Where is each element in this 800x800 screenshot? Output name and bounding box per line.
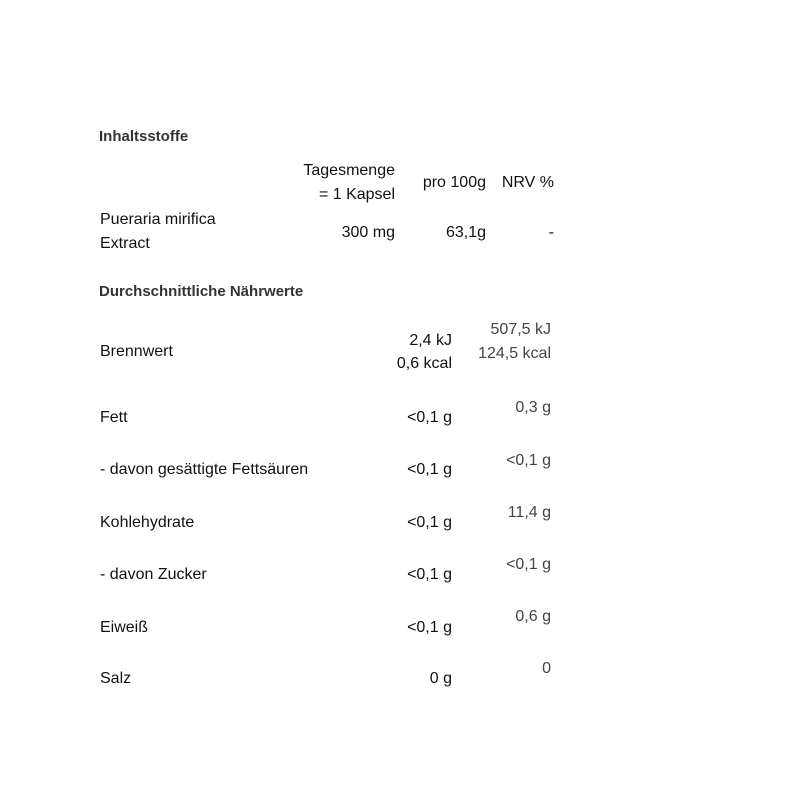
row-label: Fett	[100, 409, 128, 426]
row-daily: <0,1 g	[407, 566, 452, 583]
energy-label: Brennwert	[100, 343, 173, 360]
ingredient-per100: 63,1g	[445, 224, 486, 241]
ingredient-daily: 300 mg	[341, 224, 395, 241]
row-label: Salz	[100, 670, 132, 687]
col-daily-line2: = 1 Kapsel	[318, 186, 395, 203]
col-daily-line1: Tagesmenge	[303, 162, 395, 179]
col-per100-header: pro 100g	[422, 174, 486, 191]
row-daily: <0,1 g	[407, 461, 452, 478]
energy-daily-kj: 2,4 kJ	[409, 332, 452, 349]
ingredient-name-line2: Extract	[100, 235, 150, 252]
row-daily: 0 g	[429, 670, 452, 687]
row-per100: 0,3 g	[515, 399, 551, 416]
row-daily: <0,1 g	[407, 514, 452, 531]
row-label: - davon Zucker	[100, 566, 207, 583]
row-per100: 0,6 g	[515, 608, 551, 625]
energy-per100-kcal: 124,5 kcal	[478, 345, 551, 362]
row-daily: <0,1 g	[407, 409, 452, 426]
col-nrv-header: NRV %	[501, 174, 554, 191]
energy-per100-kj: 507,5 kJ	[490, 321, 551, 338]
nutrition-heading: Durchschnittliche Nährwerte	[99, 283, 304, 300]
ingredient-name-line1: Pueraria mirifica	[100, 211, 216, 228]
row-daily: <0,1 g	[407, 619, 452, 636]
ingredient-nrv: -	[548, 224, 554, 241]
ingredients-heading: Inhaltsstoffe	[99, 128, 189, 145]
row-per100: <0,1 g	[506, 452, 551, 469]
row-per100: 11,4 g	[507, 504, 551, 521]
row-label: Kohlehydrate	[100, 514, 195, 531]
row-label: Eiweiß	[100, 619, 149, 636]
energy-daily-kcal: 0,6 kcal	[396, 355, 452, 372]
row-per100: <0,1 g	[506, 556, 551, 573]
row-label: - davon gesättigte Fettsäuren	[100, 461, 309, 478]
row-per100: 0	[542, 660, 551, 677]
